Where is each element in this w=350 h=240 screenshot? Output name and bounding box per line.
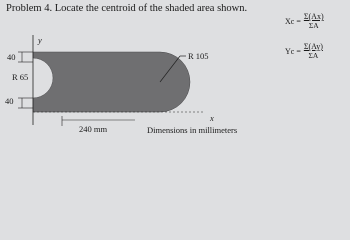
problem-title: Problem 4. Locate the centroid of the shaded area shown. [6, 3, 248, 14]
radius-left-label: R 65 [12, 72, 29, 82]
xc-numerator: Σ(Ax) [303, 12, 324, 21]
yc-numerator: Σ(Ay) [303, 42, 323, 51]
units-note: Dimensions in millimeters [147, 125, 238, 135]
xc-denominator: ΣA [308, 21, 319, 30]
radius-right-label: R 105 [188, 51, 209, 61]
shaded-area [33, 52, 190, 112]
yc-denominator: ΣA [308, 51, 319, 60]
yc-label: Yc = [285, 46, 301, 56]
dim-bottom-label: 40 [5, 96, 14, 106]
axis-x-label: x [210, 113, 214, 123]
width-label: 240 mm [79, 124, 108, 134]
xc-label: Xc = [285, 16, 301, 26]
dim-top-label: 40 [7, 52, 16, 62]
axis-y-label: y [38, 35, 42, 45]
